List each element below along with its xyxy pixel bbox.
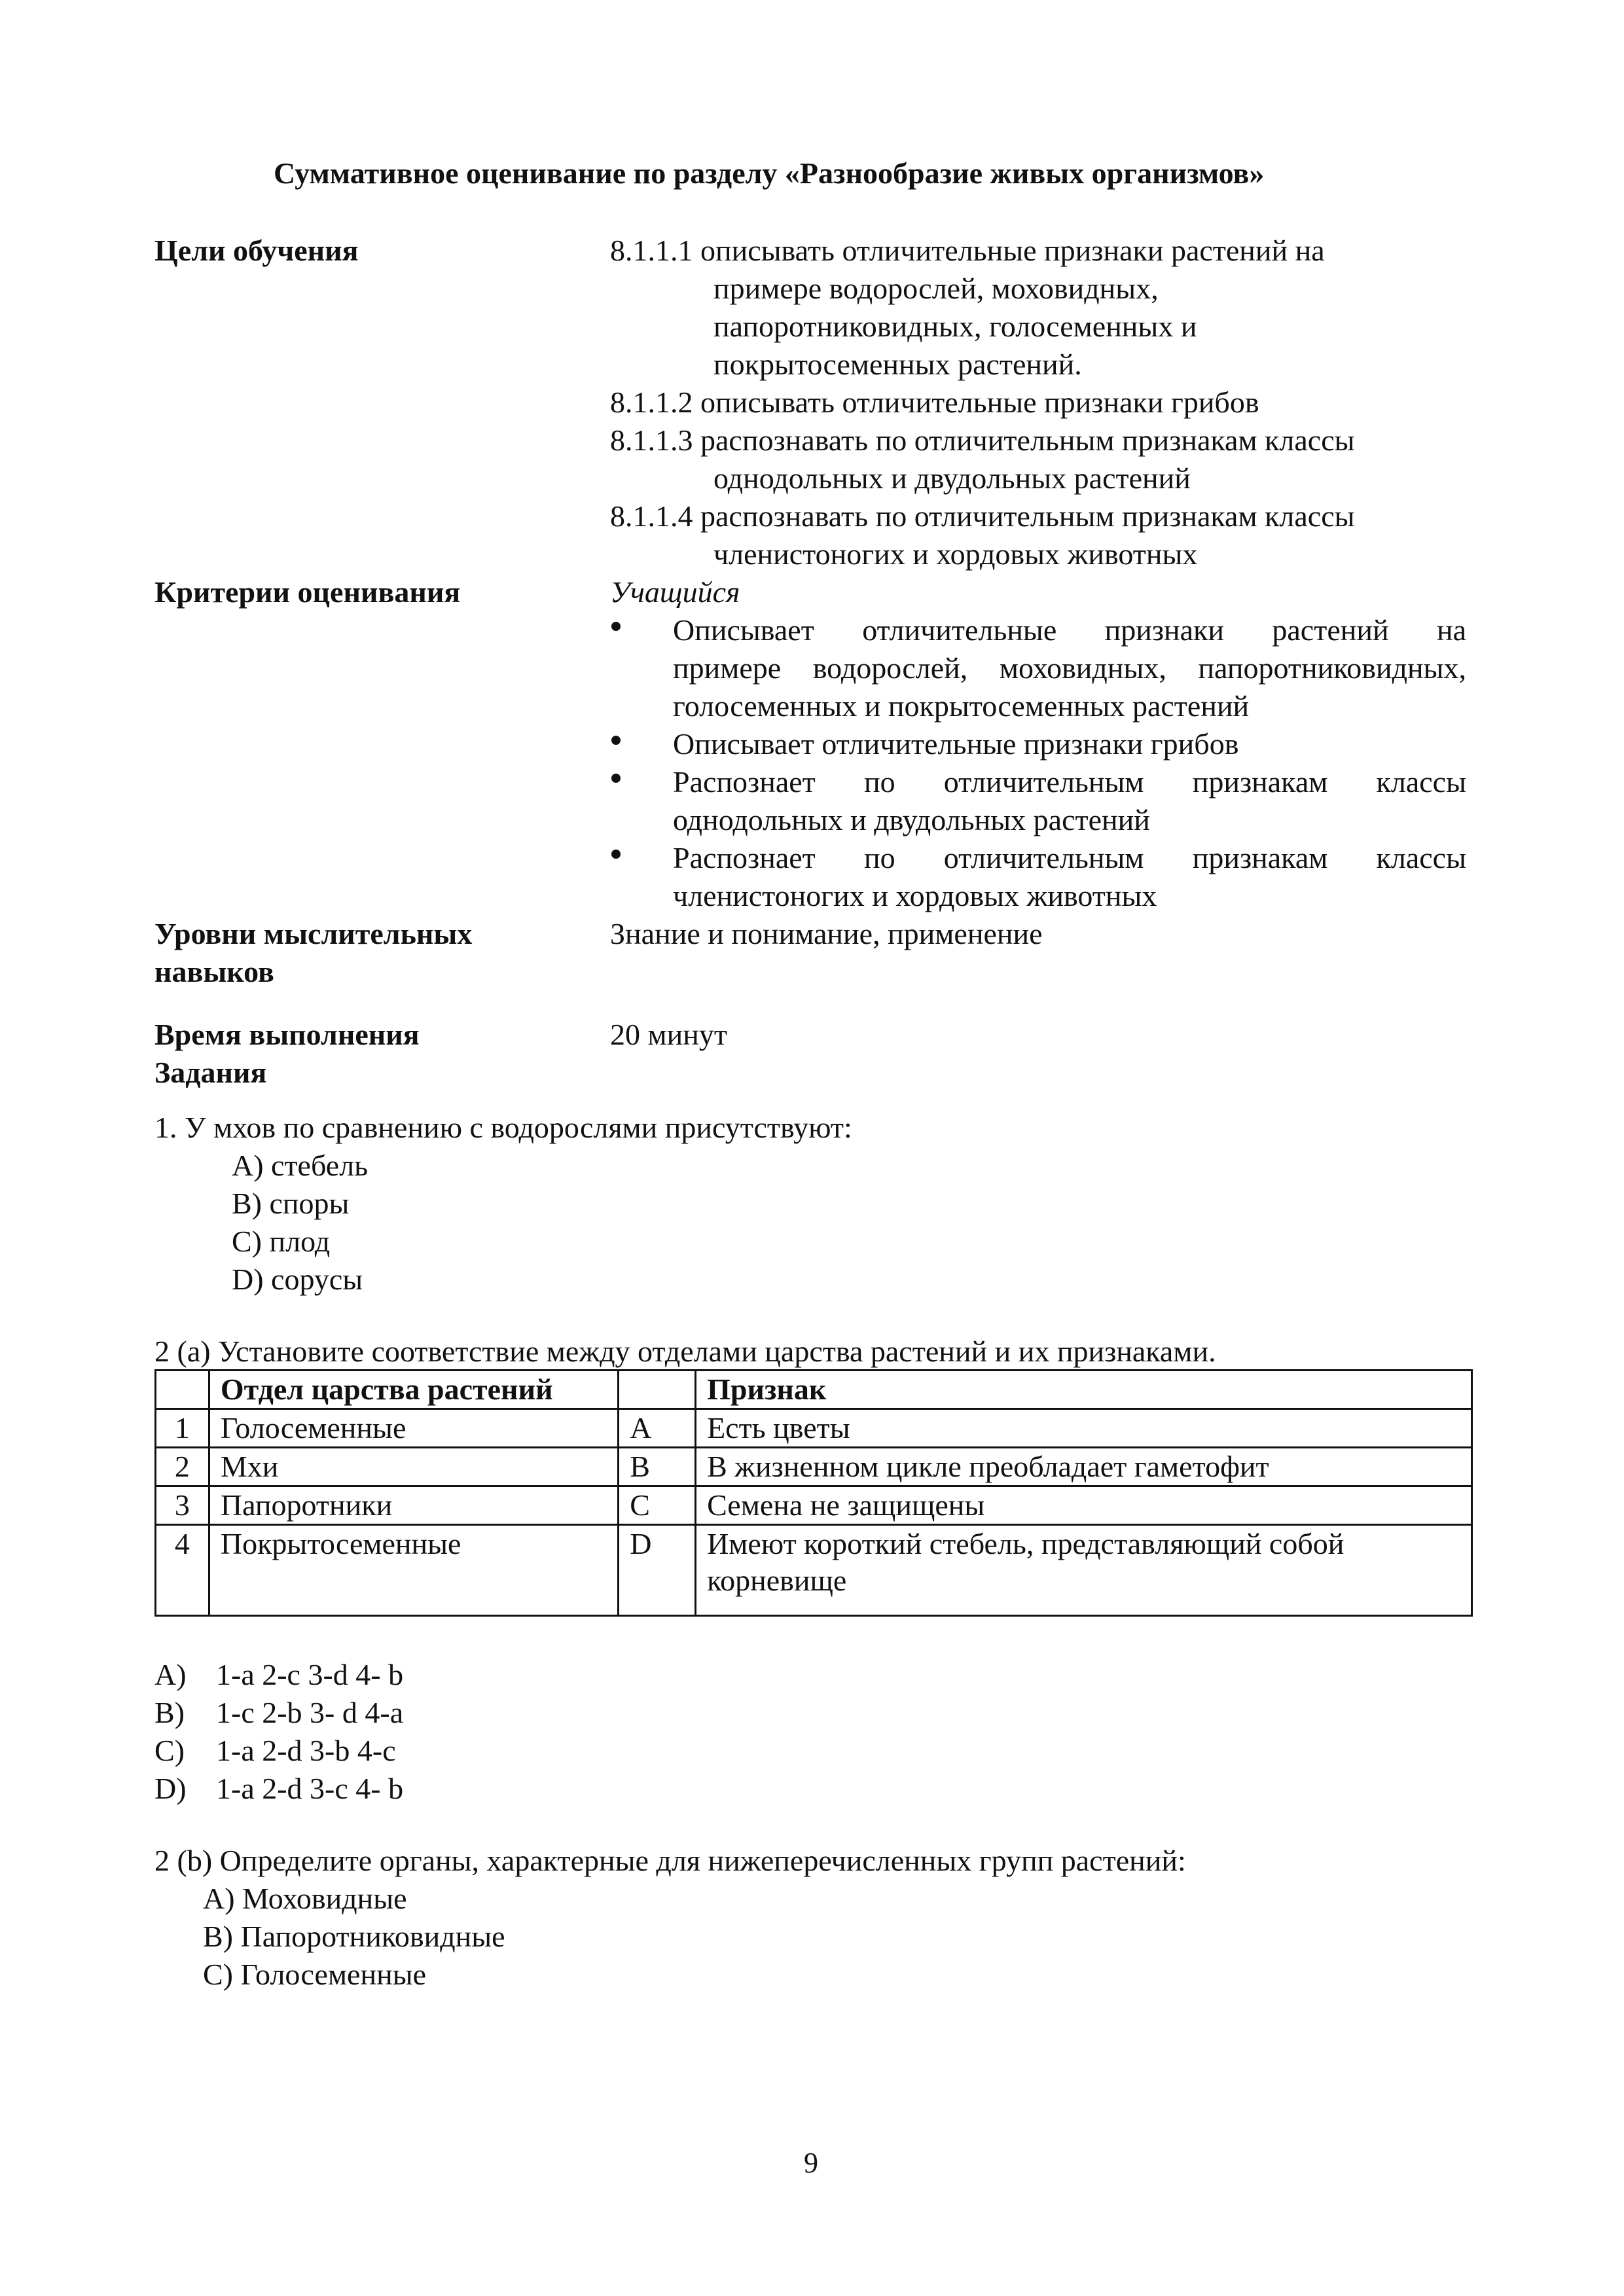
matching-table (154, 1369, 1473, 1617)
answer-text: 1-a 2-c 3-d 4- b (216, 1658, 404, 1691)
table-row (156, 1448, 1472, 1486)
feature-line: Имеют короткий стебель, представляющий собой (707, 1527, 1344, 1560)
q2b-option: B) Папоротниковидные (203, 1920, 505, 1953)
goals-label: Цели обучения (154, 234, 359, 267)
goal-line: примере водорослей, моховидных, (713, 272, 1159, 305)
bullet-icon (611, 622, 621, 631)
row-number: 4 (156, 1525, 209, 1616)
time-label: Время выполнения (154, 1018, 420, 1051)
criteria-line: членистоногих и хордовых животных (673, 879, 1157, 912)
letter-cell: B (619, 1448, 696, 1486)
answer-letter: A) (154, 1658, 187, 1691)
criteria-label: Критерии оценивания (154, 575, 461, 609)
document-title: Суммативное оценивание по разделу «Разнообразие живых организмов» (274, 156, 1265, 190)
levels-label: Уровни мыслительных (154, 917, 473, 950)
goal-line: 8.1.1.1 описывать отличительные признаки растений на (610, 234, 1325, 267)
time-value: 20 минут (610, 1018, 727, 1051)
answer-text: 1-a 2-d 3-b 4-c (216, 1734, 396, 1767)
criteria-intro: Учащийся (610, 575, 740, 609)
table-row (156, 1409, 1472, 1448)
answer-letter: B) (154, 1696, 185, 1729)
time-label: Задания (154, 1056, 267, 1089)
table-header-cell (619, 1371, 696, 1409)
answer-letter: C) (154, 1734, 185, 1767)
question-2a: 2 (a) Установите соответствие между отделами царства растений и их признаками. (154, 1335, 1216, 1368)
q1-option: D) сорусы (232, 1263, 363, 1296)
goal-line: 8.1.1.4 распознавать по отличительным признакам классы (610, 499, 1355, 533)
criteria-line: Описывает отличительные признаки грибов (673, 727, 1239, 761)
question-1: 1. У мхов по сравнению с водорослями присутствуют: (154, 1111, 852, 1144)
bullet-icon (611, 736, 621, 745)
criteria-line: Распознает по отличительным признакам классы (673, 765, 1466, 798)
goal-line: однодольных и двудольных растений (713, 461, 1191, 495)
letter-cell: D (619, 1525, 696, 1616)
criteria-line: однодольных и двудольных растений (673, 803, 1150, 836)
feature-cell (696, 1525, 1472, 1616)
criteria-line: голосеменных и покрытосеменных растений (673, 689, 1250, 723)
q1-option: B) споры (232, 1187, 350, 1220)
table-row (156, 1486, 1472, 1525)
criteria-line: Распознает по отличительным признакам классы (673, 841, 1466, 874)
table-header-cell: Признак (696, 1371, 1472, 1409)
division-cell: Мхи (209, 1448, 618, 1486)
feature-cell: Есть цветы (696, 1409, 1472, 1448)
division-cell: Папоротники (209, 1486, 618, 1525)
goal-line: 8.1.1.3 распознавать по отличительным признакам классы (610, 423, 1355, 457)
table-header-row (156, 1371, 1472, 1409)
bullet-icon (611, 850, 621, 859)
row-number: 1 (156, 1409, 209, 1448)
goal-line: членистоногих и хордовых животных (713, 537, 1198, 571)
goal-line: 8.1.1.2 описывать отличительные признаки грибов (610, 386, 1259, 419)
criteria-line: Описывает отличительные признаки растений на (673, 613, 1466, 647)
table-header-cell (156, 1371, 209, 1409)
question-2b: 2 (b) Определите органы, характерные для нижеперечисленных групп растений: (154, 1844, 1186, 1877)
answer-letter: D) (154, 1772, 187, 1805)
goal-line: покрытосеменных растений. (713, 348, 1082, 381)
division-cell: Голосеменные (209, 1409, 618, 1448)
q1-option: A) стебель (232, 1149, 369, 1182)
q2b-option: C) Голосеменные (203, 1958, 427, 1991)
row-number: 3 (156, 1486, 209, 1525)
feature-cell: Семена не защищены (696, 1486, 1472, 1525)
q1-option: C) плод (232, 1225, 331, 1258)
division-cell: Покрытосеменные (209, 1525, 618, 1616)
table-header-cell: Отдел царства растений (209, 1371, 618, 1409)
feature-cell: В жизненном цикле преобладает гаметофит (696, 1448, 1472, 1486)
bullet-icon (611, 774, 621, 783)
levels-value: Знание и понимание, применение (610, 917, 1043, 950)
letter-cell: C (619, 1486, 696, 1525)
q2b-option: A) Моховидные (203, 1882, 407, 1915)
feature-line: корневище (707, 1564, 847, 1597)
levels-label: навыков (154, 955, 274, 988)
page-number: 9 (804, 2147, 818, 2179)
letter-cell: A (619, 1409, 696, 1448)
answer-text: 1-c 2-b 3- d 4-a (216, 1696, 404, 1729)
goal-line: папоротниковидных, голосеменных и (713, 310, 1197, 343)
criteria-line: примере водорослей, моховидных, папоротниковидных, (673, 651, 1466, 685)
row-number: 2 (156, 1448, 209, 1486)
answer-text: 1-a 2-d 3-c 4- b (216, 1772, 404, 1805)
table-row (156, 1525, 1472, 1616)
